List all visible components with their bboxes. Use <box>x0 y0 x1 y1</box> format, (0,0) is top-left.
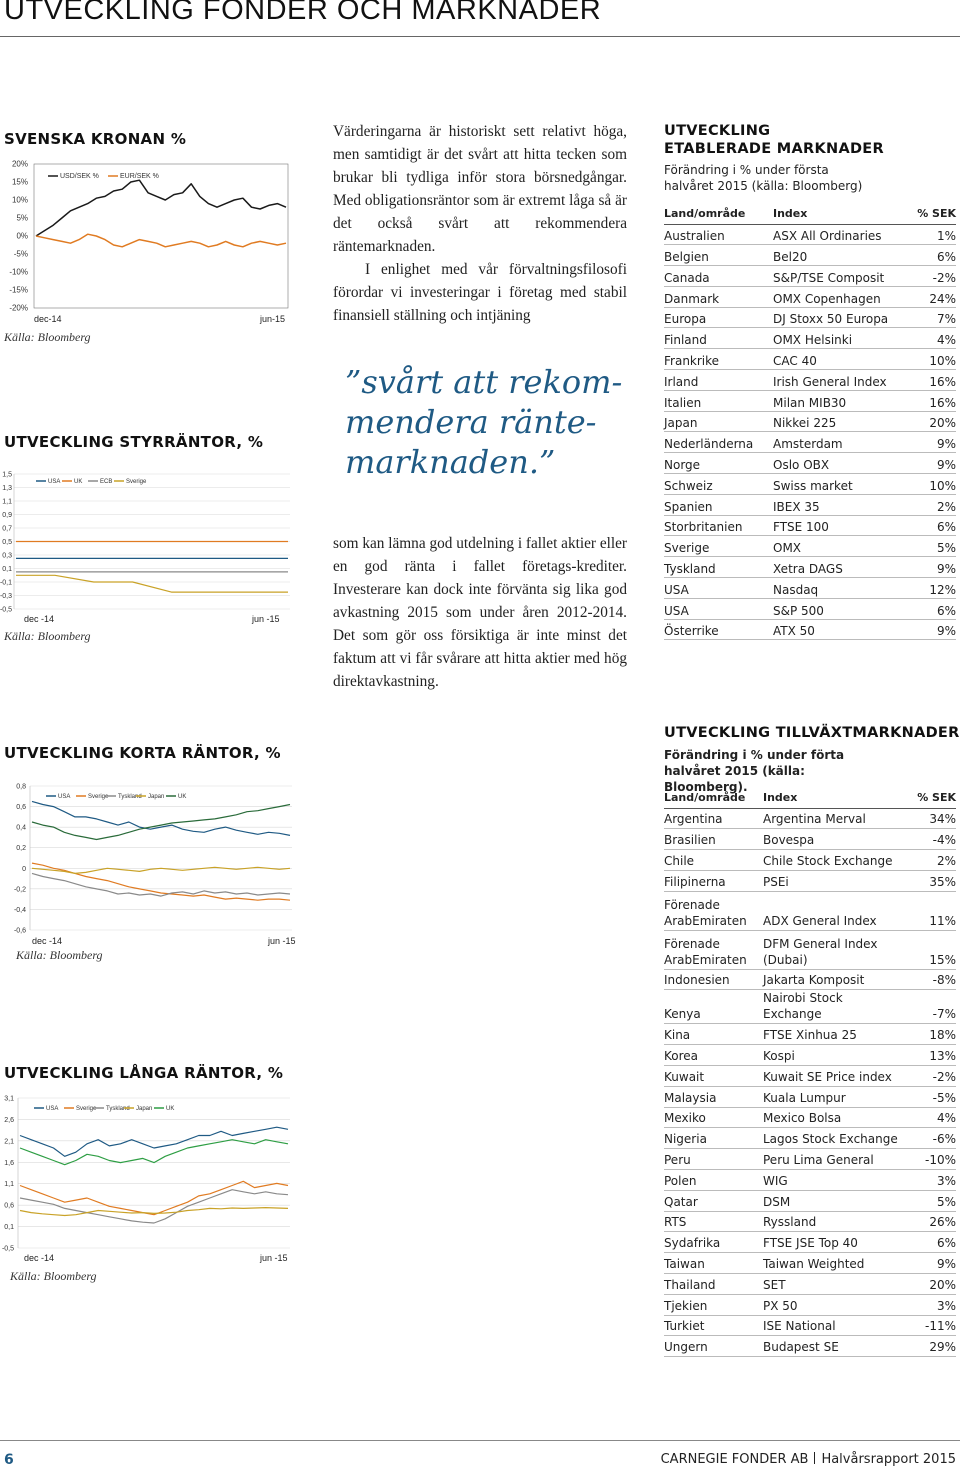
table-row <box>664 1170 956 1191</box>
y-tick-label: 0,3 <box>2 552 12 560</box>
cell-sek: -7% <box>903 990 956 1024</box>
x-tick-label: jun-15 <box>260 314 286 324</box>
table-row <box>664 1066 956 1087</box>
cell-sek: 10% <box>903 474 956 495</box>
table-row <box>664 536 956 557</box>
cell-index: Lagos Stock Exchange <box>763 1128 903 1149</box>
table-row <box>664 808 956 829</box>
cell-index: Bovespa <box>763 829 903 850</box>
cell-sek: 4% <box>903 328 956 349</box>
y-tick-label: 0,9 <box>2 512 12 519</box>
series-line <box>16 575 288 592</box>
cell-sek: 2% <box>903 494 956 515</box>
chart-styr-svg <box>0 462 300 627</box>
cell-sek: -8% <box>903 969 956 990</box>
established-title-line1: UTVECKLING <box>664 123 771 139</box>
y-tick-label: 0,8 <box>16 783 26 791</box>
cell-country: RTS <box>664 1211 763 1232</box>
table-row <box>664 969 956 990</box>
y-tick-label: 10% <box>11 195 28 205</box>
x-tick-label: jun -15 <box>268 936 296 946</box>
cell-country: Kuwait <box>664 1066 763 1087</box>
table-row <box>664 1315 956 1336</box>
cell-country: Japan <box>664 411 773 432</box>
source-langa: Källa: Bloomberg <box>10 1269 97 1283</box>
cell-sek: 13% <box>903 1045 956 1066</box>
chart-korta <box>0 778 300 948</box>
chart-langa-svg <box>0 1092 300 1267</box>
table-row <box>664 1294 956 1315</box>
y-tick-label: 0 <box>22 865 26 873</box>
cell-sek: 6% <box>903 515 956 536</box>
y-tick-label: -0,6 <box>13 927 26 935</box>
cell-country: Italien <box>664 390 773 411</box>
cell-sek: 20% <box>903 411 956 432</box>
footer-company: CARNEGIE FONDER AB <box>660 1452 809 1467</box>
cell-country: Nigeria <box>664 1128 763 1149</box>
table-row <box>664 224 956 245</box>
legend-label: USA <box>46 1106 59 1112</box>
cell-country: Förenade ArabEmiraten <box>664 891 763 930</box>
cell-sek: 2% <box>903 850 956 871</box>
established-title-line2: ETABLERADE MARKNADER <box>664 141 884 157</box>
cell-index: Peru Lima General <box>763 1149 903 1170</box>
series-line <box>36 234 286 247</box>
y-tick-label: 2,6 <box>4 1116 14 1124</box>
cell-index: Irish General Index <box>773 370 903 391</box>
legend-label: USD/SEK % <box>60 173 99 180</box>
table-row <box>664 307 956 328</box>
cell-sek: -11% <box>903 1315 956 1336</box>
plot-frame <box>34 164 288 308</box>
table-row <box>664 432 956 453</box>
cell-sek: 3% <box>903 1170 956 1191</box>
y-tick-label: -0,4 <box>13 906 26 914</box>
cell-index: Oslo OBX <box>773 453 903 474</box>
cell-index: OMX Helsinki <box>773 328 903 349</box>
cell-sek: 16% <box>903 370 956 391</box>
cell-country: Argentina <box>664 808 763 829</box>
cell-index: Bel20 <box>773 245 903 266</box>
cell-sek: 18% <box>903 1024 956 1045</box>
cell-index: DFM General Index (Dubai) <box>763 930 903 969</box>
y-tick-label: 1,5 <box>2 471 12 479</box>
cell-sek: 29% <box>903 1336 956 1357</box>
cell-country: USA <box>664 578 773 599</box>
table-row <box>664 494 956 515</box>
legend-label: Tyskland <box>106 1106 130 1112</box>
table-row <box>664 1253 956 1274</box>
cell-country: Kina <box>664 1024 763 1045</box>
header-country: Land/område <box>664 204 773 224</box>
cell-sek: 6% <box>903 1232 956 1253</box>
table-row <box>664 349 956 370</box>
cell-sek: -2% <box>903 1066 956 1087</box>
cell-index: Milan MIB30 <box>773 390 903 411</box>
y-tick-label: -15% <box>9 285 28 295</box>
series-line <box>20 1190 288 1223</box>
y-tick-label: -5% <box>13 249 28 259</box>
cell-country: Tjekien <box>664 1294 763 1315</box>
cell-country: USA <box>664 598 773 619</box>
y-tick-label: 0,2 <box>16 845 26 853</box>
cell-country: Sydafrika <box>664 1232 763 1253</box>
footer-separator <box>814 1452 815 1464</box>
legend-label: UK <box>74 479 83 485</box>
x-tick-label: jun -15 <box>252 614 280 624</box>
table-row <box>664 411 956 432</box>
cell-country: Frankrike <box>664 349 773 370</box>
header-sek: % SEK <box>903 788 956 808</box>
cell-sek: 12% <box>903 578 956 599</box>
y-tick-label: 15% <box>11 177 28 187</box>
chart-krona-svg <box>0 155 300 325</box>
footer <box>661 1452 956 1467</box>
y-tick-label: 2,1 <box>4 1138 14 1146</box>
cell-index: ATX 50 <box>773 619 903 640</box>
table-row <box>664 870 956 891</box>
table-row <box>664 1149 956 1170</box>
section-heading-korta: UTVECKLING KORTA RÄNTOR, % <box>4 744 281 762</box>
cell-country: Storbritanien <box>664 515 773 536</box>
cell-index: WIG <box>763 1170 903 1191</box>
table-row <box>664 990 956 1024</box>
legend-label: EUR/SEK % <box>120 173 159 180</box>
table-row <box>664 1045 956 1066</box>
cell-country: Indonesien <box>664 969 763 990</box>
table-row <box>664 850 956 871</box>
cell-country: Filipinerna <box>664 870 763 891</box>
cell-index: Xetra DAGS <box>773 557 903 578</box>
cell-index: IBEX 35 <box>773 494 903 515</box>
y-tick-label: -20% <box>9 303 28 313</box>
table-row <box>664 515 956 536</box>
cell-country: Thailand <box>664 1274 763 1295</box>
cell-sek: -10% <box>903 1149 956 1170</box>
legend-label: Sverige <box>76 1106 97 1112</box>
cell-index: ISE National <box>763 1315 903 1336</box>
cell-country: Kenya <box>664 990 763 1024</box>
cell-sek: 9% <box>903 619 956 640</box>
cell-sek: 9% <box>903 557 956 578</box>
cell-country: Korea <box>664 1045 763 1066</box>
cell-sek: 4% <box>903 1107 956 1128</box>
legend-label: USA <box>58 794 71 800</box>
cell-country: Mexiko <box>664 1107 763 1128</box>
source-styr: Källa: Bloomberg <box>4 629 91 643</box>
y-tick-label: 0,6 <box>16 804 26 812</box>
pull-quote: ”svårt att rekom-mendera ränte-marknaden.” <box>345 363 623 481</box>
y-tick-label: -0,5 <box>0 606 12 614</box>
y-tick-label: 0,1 <box>2 566 12 573</box>
cell-sek: 5% <box>903 1190 956 1211</box>
cell-index: Swiss market <box>773 474 903 495</box>
cell-sek: 3% <box>903 1294 956 1315</box>
y-tick-label: 0,1 <box>4 1224 14 1232</box>
table-row <box>664 829 956 850</box>
x-tick-label: jun -15 <box>260 1253 288 1263</box>
cell-index: Budapest SE <box>763 1336 903 1357</box>
cell-index: DSM <box>763 1190 903 1211</box>
y-tick-label: 1,3 <box>2 485 12 492</box>
y-tick-label: 20% <box>11 159 28 169</box>
table-row <box>664 370 956 391</box>
section-heading-krona: SVENSKA KRONAN % <box>4 130 187 148</box>
cell-index: Chile Stock Exchange <box>763 850 903 871</box>
cell-country: Belgien <box>664 245 773 266</box>
established-subtitle: Förändring i % under första halvåret 2015 (källa: Bloomberg) <box>664 163 863 193</box>
cell-index: Argentina Merval <box>763 808 903 829</box>
cell-sek: 1% <box>903 224 956 245</box>
cell-country: Chile <box>664 850 763 871</box>
cell-index: Kuala Lumpur <box>763 1086 903 1107</box>
header-index: Index <box>773 204 903 224</box>
x-tick-label: dec -14 <box>24 1253 55 1263</box>
cell-country: Malaysia <box>664 1086 763 1107</box>
cell-country: Turkiet <box>664 1315 763 1336</box>
cell-index: Kuwait SE Price index <box>763 1066 903 1087</box>
cell-index: DJ Stoxx 50 Europa <box>773 307 903 328</box>
y-tick-label: -10% <box>9 267 28 277</box>
cell-sek: 24% <box>903 286 956 307</box>
y-tick-label: 0% <box>16 231 28 241</box>
footer-divider <box>0 1440 960 1441</box>
growth-title: UTVECKLING TILLVÄXTMARKNADER <box>664 725 960 741</box>
table-row <box>664 1086 956 1107</box>
y-tick-label: 1,1 <box>2 498 12 506</box>
y-tick-label: 1,1 <box>4 1181 14 1189</box>
cell-country: Tyskland <box>664 557 773 578</box>
cell-country: Europa <box>664 307 773 328</box>
growth-markets-table <box>664 788 956 1357</box>
table-row <box>664 557 956 578</box>
footer-report: Halvårsrapport 2015 <box>821 1452 956 1467</box>
cell-sek: 26% <box>903 1211 956 1232</box>
cell-sek: 9% <box>903 432 956 453</box>
cell-country: Danmark <box>664 286 773 307</box>
header-country: Land/område <box>664 788 763 808</box>
cell-sek: 6% <box>903 245 956 266</box>
y-tick-label: -0,3 <box>0 593 12 600</box>
cell-country: Canada <box>664 266 773 287</box>
paragraph-3: som kan lämna god utdelning i fallet aktier eller en god ränta i fallet företags-krediter. Investerare kan dock inte förvänta sig lika god avkastning 2015 som under åren 2012-2014. Det som gör oss försiktiga är inte minst det faktum att vi får svårare att hitta aktier med hög direktavkastning. <box>333 535 627 690</box>
table-row <box>664 598 956 619</box>
cell-country: Taiwan <box>664 1253 763 1274</box>
table-row <box>664 1107 956 1128</box>
cell-index: FTSE Xinhua 25 <box>763 1024 903 1045</box>
cell-sek: 16% <box>903 390 956 411</box>
cell-sek: 20% <box>903 1274 956 1295</box>
page-title: UTVECKLING FONDER OCH MARKNADER <box>4 0 602 26</box>
y-tick-label: 5% <box>16 213 28 223</box>
table-row <box>664 1128 956 1149</box>
cell-sek: 10% <box>903 349 956 370</box>
title-divider <box>0 36 960 37</box>
chart-styr <box>0 462 300 627</box>
cell-country: Finland <box>664 328 773 349</box>
table-row <box>664 619 956 640</box>
source-korta: Källa: Bloomberg <box>16 948 103 962</box>
cell-index: Nairobi Stock Exchange <box>763 990 903 1024</box>
page-number: 6 <box>4 1452 14 1468</box>
legend-label: USA <box>48 479 61 485</box>
table-row <box>664 1232 956 1253</box>
legend-label: Japan <box>148 794 165 800</box>
cell-index: FTSE 100 <box>773 515 903 536</box>
series-line <box>20 1181 288 1214</box>
y-tick-label: -0,5 <box>1 1245 14 1253</box>
cell-sek: 11% <box>903 891 956 930</box>
cell-country: Förenade ArabEmiraten <box>664 930 763 969</box>
cell-country: Nederländerna <box>664 432 773 453</box>
table-row <box>664 891 956 930</box>
table-row <box>664 1190 956 1211</box>
y-tick-label: 0,4 <box>16 824 26 832</box>
section-heading-langa: UTVECKLING LÅNGA RÄNTOR, % <box>4 1064 284 1082</box>
cell-index: Nikkei 225 <box>773 411 903 432</box>
cell-index: S&P 500 <box>773 598 903 619</box>
cell-country: Sverige <box>664 536 773 557</box>
table-row <box>664 1211 956 1232</box>
cell-index: Ryssland <box>763 1211 903 1232</box>
header-sek: % SEK <box>903 204 956 224</box>
y-tick-label: 1,6 <box>4 1159 14 1167</box>
cell-index: Nasdaq <box>773 578 903 599</box>
table-row <box>664 286 956 307</box>
legend-label: Tyskland <box>118 794 142 800</box>
table-row <box>664 245 956 266</box>
table-row <box>664 390 956 411</box>
cell-country: Australien <box>664 224 773 245</box>
cell-sek: 34% <box>903 808 956 829</box>
cell-sek: -4% <box>903 829 956 850</box>
series-line <box>20 1140 288 1165</box>
cell-sek: 6% <box>903 598 956 619</box>
legend-label: Sverige <box>88 794 109 800</box>
cell-country: Norge <box>664 453 773 474</box>
table-row <box>664 930 956 969</box>
cell-country: Peru <box>664 1149 763 1170</box>
table-row <box>664 1024 956 1045</box>
cell-index: SET <box>763 1274 903 1295</box>
cell-index: Kospi <box>763 1045 903 1066</box>
x-tick-label: dec -14 <box>24 614 55 624</box>
body-text-bottom <box>333 532 627 693</box>
cell-sek: -5% <box>903 1086 956 1107</box>
y-tick-label: 0,6 <box>4 1202 14 1210</box>
cell-index: FTSE JSE Top 40 <box>763 1232 903 1253</box>
legend-label: ECB <box>100 479 113 485</box>
cell-index: PSEi <box>763 870 903 891</box>
cell-country: Spanien <box>664 494 773 515</box>
cell-sek: -6% <box>903 1128 956 1149</box>
header-index: Index <box>763 788 903 808</box>
chart-krona <box>0 155 300 325</box>
paragraph-2: I enlighet med vår förvaltningsfilosofi förordar vi investeringar i företag med stabil finansiell ställning och intjäning <box>333 261 627 324</box>
established-markets-table <box>664 204 956 640</box>
source-krona: Källa: Bloomberg <box>4 330 91 344</box>
cell-index: Amsterdam <box>773 432 903 453</box>
cell-country: Österrike <box>664 619 773 640</box>
chart-langa <box>0 1092 300 1267</box>
body-text-top <box>333 120 627 327</box>
series-line <box>36 180 286 236</box>
cell-index: S&P/TSE Composit <box>773 266 903 287</box>
table-row <box>664 578 956 599</box>
cell-index: OMX <box>773 536 903 557</box>
cell-country: Brasilien <box>664 829 763 850</box>
y-tick-label: -0,1 <box>0 579 12 587</box>
cell-sek: 5% <box>903 536 956 557</box>
cell-country: Irland <box>664 370 773 391</box>
y-tick-label: -0,2 <box>13 886 26 894</box>
cell-sek: 7% <box>903 307 956 328</box>
legend-label: UK <box>166 1106 175 1112</box>
legend-label: Japan <box>136 1106 153 1112</box>
y-tick-label: 0,7 <box>2 525 12 533</box>
series-line <box>20 1127 288 1156</box>
x-tick-label: dec -14 <box>32 936 63 946</box>
table-row <box>664 474 956 495</box>
series-line <box>32 805 290 840</box>
paragraph-1: Värderingarna är historiskt sett relativt höga, men samtidigt är det svårt att hitta tecken som brukar bli tydliga inför stora börsnedgångar. Med obligationsräntor som är extremt låga så är det också svårt att rekommendera räntemarknaden. <box>333 123 627 255</box>
cell-index: PX 50 <box>763 1294 903 1315</box>
chart-korta-svg <box>0 778 300 948</box>
legend-label: UK <box>178 794 187 800</box>
legend-label: Sverige <box>126 479 147 485</box>
cell-index: ADX General Index <box>763 891 903 930</box>
cell-index: OMX Copenhagen <box>773 286 903 307</box>
x-tick-label: dec-14 <box>34 314 62 324</box>
cell-sek: 15% <box>903 930 956 969</box>
cell-country: Schweiz <box>664 474 773 495</box>
table-row <box>664 1274 956 1295</box>
cell-sek: 9% <box>903 453 956 474</box>
table-row <box>664 1336 956 1357</box>
growth-subtitle: Förändring i % under förta halvåret 2015 (källa: Bloomberg). <box>664 748 845 794</box>
table-row <box>664 266 956 287</box>
cell-country: Polen <box>664 1170 763 1191</box>
cell-sek: 35% <box>903 870 956 891</box>
cell-index: Taiwan Weighted <box>763 1253 903 1274</box>
y-tick-label: 3,1 <box>4 1095 14 1103</box>
cell-index: Mexico Bolsa <box>763 1107 903 1128</box>
cell-country: Qatar <box>664 1190 763 1211</box>
cell-country: Ungern <box>664 1336 763 1357</box>
y-tick-label: 0,5 <box>2 539 12 546</box>
table-row <box>664 328 956 349</box>
section-heading-styr: UTVECKLING STYRRÄNTOR, % <box>4 433 264 451</box>
cell-sek: -2% <box>903 266 956 287</box>
cell-index: ASX All Ordinaries <box>773 224 903 245</box>
cell-sek: 9% <box>903 1253 956 1274</box>
table-row <box>664 453 956 474</box>
cell-index: Jakarta Komposit <box>763 969 903 990</box>
cell-index: CAC 40 <box>773 349 903 370</box>
